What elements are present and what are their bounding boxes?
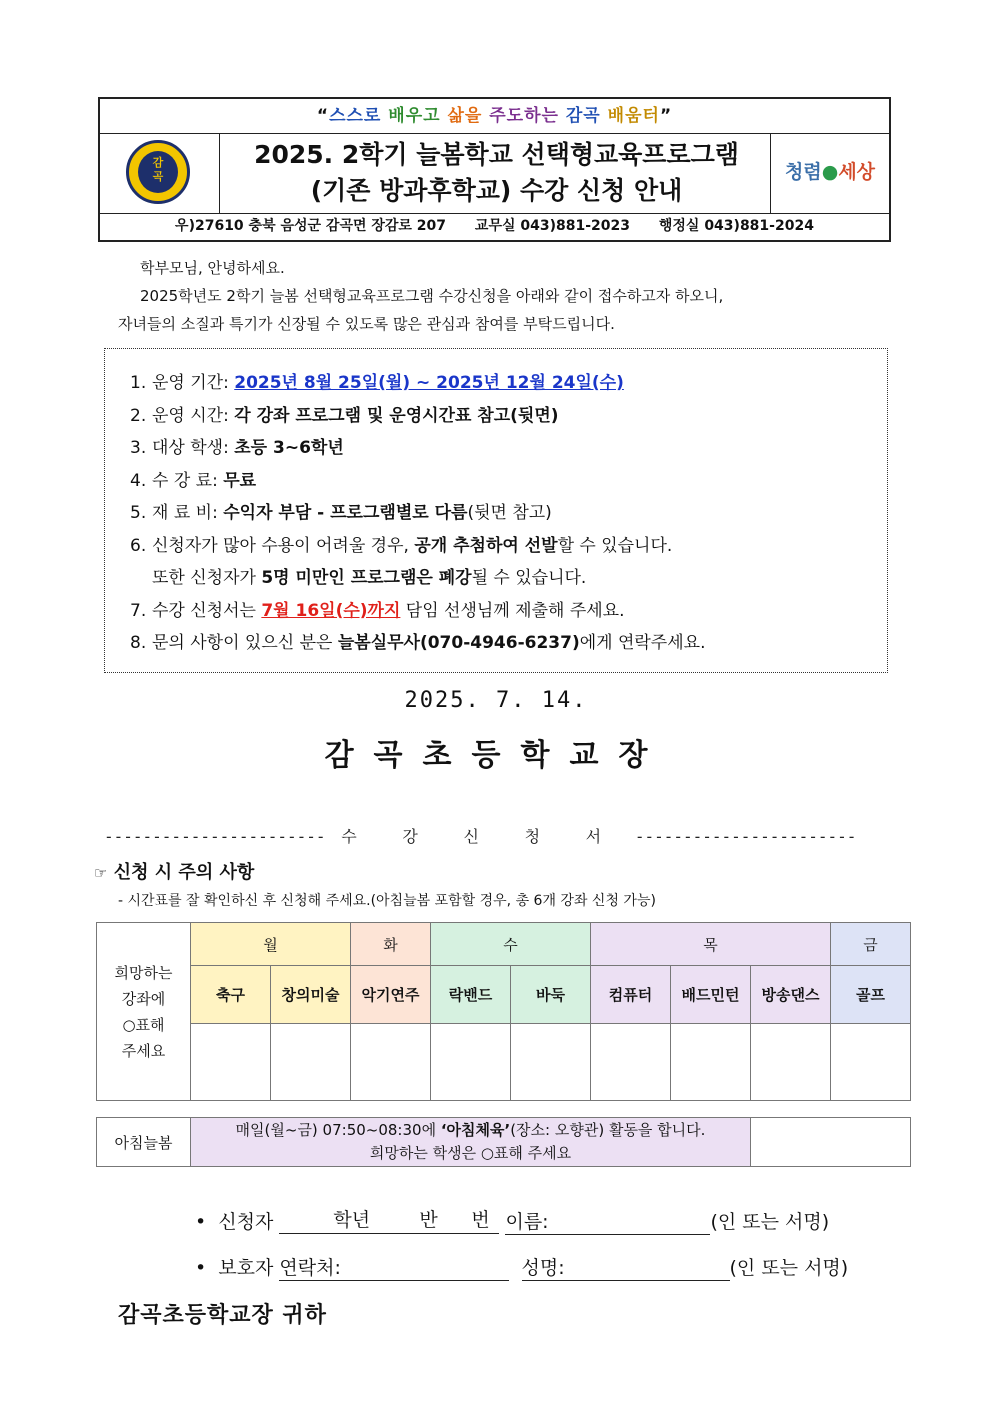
title-line-2: (기존 방과후학교) 수강 신청 안내 — [310, 176, 683, 205]
notice-sub: - 시간표를 잘 확인하신 후 신청해 주세요.(아침늘봄 포함할 경우, 총 6개 강좌 신청 가능) — [118, 893, 656, 909]
morning-select-cell[interactable] — [751, 1118, 911, 1167]
course-soccer: 축구 — [191, 966, 271, 1024]
info-item: 7. 수강 신청서는 7월 16일(수)까지 담임 선생님께 제출해 주세요. — [130, 600, 625, 621]
table-left-label: 희망하는 강좌에 ○표해 주세요 — [97, 923, 191, 1101]
info-item: 8. 문의 사항이 있으신 분은 늘봄실무사(070-4946-6237)에게 연락주세요. — [130, 633, 706, 653]
applicant-grade-field[interactable]: 학년 반 번 — [279, 1211, 499, 1234]
info-item: 2. 운영 시간: 각 강좌 프로그램 및 운영시간표 참고(뒷면) — [130, 405, 559, 426]
slogan-word: 삶을 — [447, 106, 483, 126]
intro-line-1: 2025학년도 2학기 늘봄 선택형교육프로그램 수강신청을 아래와 같이 접수하고자 하오니, — [140, 287, 724, 305]
info-item: 5. 재 료 비: 수익자 부담 - 프로그램별로 다름(뒷면 참고) — [130, 503, 552, 523]
course-table — [96, 922, 911, 1101]
office-phone: 교무실 043)881-2023 — [474, 218, 630, 234]
address: 우)27610 충북 음성군 감곡면 장감로 207 — [175, 218, 447, 234]
slogan-quote-close: ” — [659, 106, 673, 126]
select-cell-computer[interactable] — [591, 1024, 671, 1101]
pointing-hand-icon: ☞ — [94, 864, 108, 882]
select-cell-badminton[interactable] — [671, 1024, 751, 1101]
applicant-line: • 신청자 학년 반 번 이름: (인 또는 서명) — [195, 1209, 830, 1233]
info-item: 4. 수 강 료: 무료 — [130, 470, 257, 491]
title-line-1: 2025. 2학기 늘봄학교 선택형교육프로그램 — [254, 140, 739, 169]
select-cell-art[interactable] — [271, 1024, 351, 1101]
period-link: 2025년 8월 25일(월) ~ 2025년 12월 24일(수) — [234, 373, 624, 393]
logo-cell — [100, 133, 220, 213]
header-box — [98, 97, 891, 242]
morning-label: 아침늘봄 — [97, 1118, 191, 1167]
day-thu: 목 — [591, 923, 831, 966]
info-box — [104, 348, 888, 673]
info-item: 1. 운영 기간: 2025년 8월 25일(월) ~ 2025년 12월 24일(수) — [130, 373, 624, 393]
form-divider: ----------------------- 수 강 신 청 서 ----------------------- — [104, 824, 888, 847]
info-item-cont: 또한 신청자가 5명 미만인 프로그램은 폐강될 수 있습니다. — [152, 568, 587, 588]
slogan-quote-open: “ — [316, 106, 330, 126]
form-title: 수 강 신 청 서 — [341, 827, 620, 846]
greeting: 학부모님, 안녕하세요. — [140, 259, 285, 277]
slogan-word: 감곡 — [565, 106, 601, 126]
brand-cell — [770, 133, 889, 213]
slogan-word: 배움터 — [607, 106, 660, 126]
select-cell-instrument[interactable] — [351, 1024, 431, 1101]
address-bar — [100, 213, 889, 240]
select-cell-dance[interactable] — [751, 1024, 831, 1101]
deadline: 7월 16일(수)까지 — [261, 600, 401, 621]
admin-phone: 행정실 043)881-2024 — [658, 218, 814, 234]
intro-line-2: 자녀들의 소질과 특기가 신장될 수 있도록 많은 관심과 참여를 부탁드립니다. — [118, 315, 615, 333]
slogan-word: 주도하는 — [489, 106, 559, 126]
guardian-line: • 보호자 연락처: 성명: (인 또는 서명) — [195, 1253, 848, 1281]
info-item: 3. 대상 학생: 초등 3~6학년 — [130, 438, 344, 458]
principal-name: 감곡초등학교장 — [324, 738, 668, 773]
course-computer: 컴퓨터 — [591, 966, 671, 1024]
day-mon: 월 — [191, 923, 351, 966]
info-item: 6. 신청자가 많아 수용이 어려울 경우, 공개 추첨하여 선발할 수 있습니다. — [130, 535, 673, 556]
course-instrument: 악기연주 — [351, 966, 431, 1024]
notice-heading: ☞ 신청 시 주의 사항 — [94, 862, 255, 883]
select-cell-baduk[interactable] — [511, 1024, 591, 1101]
morning-desc: 매일(월~금) 07:50~08:30에 ‘아침체육’(장소: 오향관) 활동을 합니다. 희망하는 학생은 ○표해 주세요 — [191, 1118, 751, 1167]
slogan-word: 배우고 — [388, 106, 441, 126]
day-wed: 수 — [431, 923, 591, 966]
course-band: 락밴드 — [431, 966, 511, 1024]
morning-table — [96, 1117, 911, 1167]
issue-date: 2025. 7. 14. — [404, 688, 588, 713]
day-fri: 금 — [831, 923, 911, 966]
emblem-text: 감 곡 — [138, 151, 178, 193]
day-tue: 화 — [351, 923, 431, 966]
school-emblem-icon — [126, 140, 190, 204]
course-golf: 골프 — [831, 966, 911, 1024]
applicant-name-field[interactable]: 이름: — [505, 1207, 710, 1235]
course-baduk: 바둑 — [511, 966, 591, 1024]
slogan-word: 스스로 — [329, 106, 382, 126]
select-cell-soccer[interactable] — [191, 1024, 271, 1101]
course-badminton: 배드민턴 — [671, 966, 751, 1024]
integrity-logo: 청렴●세상 — [785, 161, 876, 183]
addressee: 감곡초등학교장 귀하 — [118, 1303, 327, 1328]
select-cell-band[interactable] — [431, 1024, 511, 1101]
course-dance: 방송댄스 — [751, 966, 831, 1024]
guardian-contact-field[interactable]: 연락처: — [279, 1253, 509, 1281]
guardian-name-field[interactable]: 성명: — [522, 1253, 730, 1281]
course-art: 창의미술 — [271, 966, 351, 1024]
select-cell-golf[interactable] — [831, 1024, 911, 1101]
page-title — [220, 133, 773, 213]
header-title-row — [100, 133, 889, 214]
slogan — [100, 99, 889, 134]
